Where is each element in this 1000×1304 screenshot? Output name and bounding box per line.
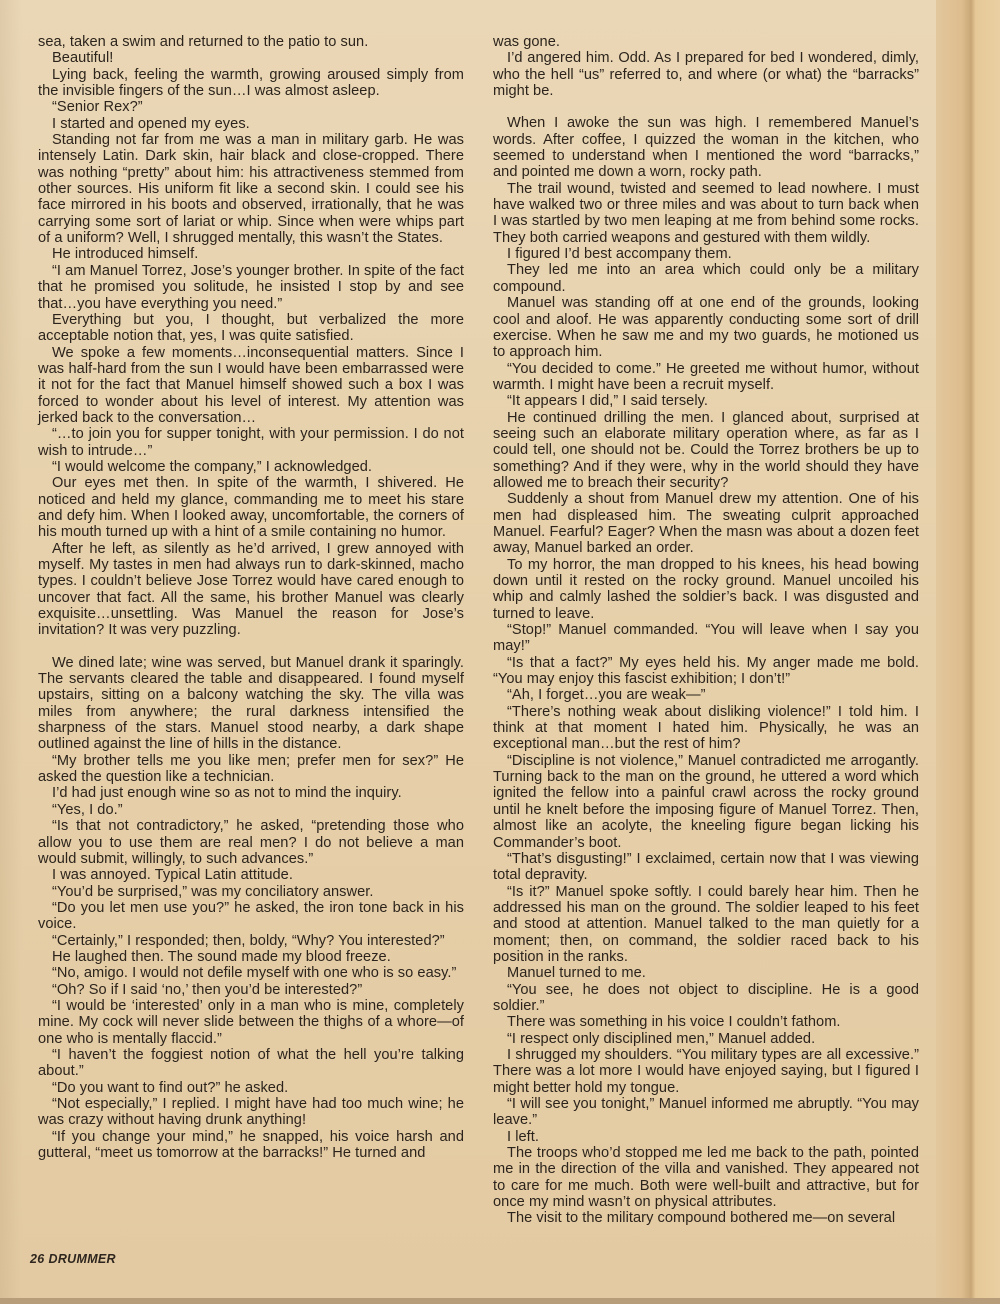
paragraph-section-start: When I awoke the sun was high. I remembered Manuel’s words. After coffee, I quizzed the woman in the kitchen, who seemed to understand when I mentioned the word “barracks,” and pointed me down a worn, rocky path. bbox=[493, 115, 919, 181]
paragraph: “Certainly,” I responded; then, boldy, “Why? You interested?” bbox=[52, 932, 445, 949]
paragraph: “You’d be surprised,” was my conciliatory answer. bbox=[52, 883, 374, 900]
paragraph: I left. bbox=[507, 1128, 539, 1145]
paragraph: He laughed then. The sound made my blood freeze. bbox=[52, 948, 391, 965]
paragraph: “Do you want to find out?” he asked. bbox=[52, 1079, 289, 1096]
paragraph: “Do you let men use you?” he asked, the iron tone back in his voice. bbox=[38, 899, 464, 933]
page-binding-edge bbox=[936, 0, 1000, 1304]
paragraph: “I will see you tonight,” Manuel informed me abruptly. “You may leave.” bbox=[493, 1096, 919, 1129]
paragraph: He introduced himself. bbox=[52, 246, 199, 263]
paragraph: was gone. bbox=[493, 34, 560, 50]
paragraph: Standing not far from me was a man in military garb. He was intensely Latin. Dark skin, hair black and close-cropped. There was nothing “pretty” about him: his attractiveness stemmed from other sources. His uniform fit like a second skin. I could see his face mirrored in his boots and observed, irrationally, that he was carrying some sort of lariat or whip. Since when were whips part of a uniform? Well, I shrugged mentally, this wasn’t the States. bbox=[38, 132, 464, 247]
paragraph: “Not especially,” I replied. I might have had too much wine; he was crazy without having drunk anything! bbox=[38, 1096, 464, 1129]
paragraph: “It appears I did,” I said tersely. bbox=[507, 393, 709, 410]
paragraph: “Is that a fact?” My eyes held his. My anger made me bold. “You may enjoy this fascist exhibition; I don’t!” bbox=[493, 654, 919, 688]
right-text-column bbox=[493, 34, 919, 1227]
left-text-column bbox=[38, 34, 464, 1161]
paragraph: We spoke a few moments…inconsequential matters. Since I was half-hard from the sun I would have been embarrassed were it not for the fact that Manuel himself showed such a box I was forced to wonder about his level of interest. My attention was jerked back to the conversation… bbox=[38, 344, 464, 426]
paragraph: “Ah, I forget…you are weak—” bbox=[507, 687, 706, 704]
paragraph: Lying back, feeling the warmth, growing aroused simply from the invisible fingers of the sun…I was almost asleep. bbox=[38, 66, 464, 100]
paragraph: “Senior Rex?” bbox=[52, 99, 143, 116]
paragraph: “Yes, I do.” bbox=[52, 801, 123, 818]
paragraph: “I respect only disciplined men,” Manuel added. bbox=[507, 1030, 816, 1047]
paragraph: Manuel turned to me. bbox=[507, 965, 646, 982]
paragraph: “If you change your mind,” he snapped, his voice harsh and gutteral, “meet us tomorrow at the barracks!” He turned and bbox=[38, 1128, 464, 1162]
paragraph: sea, taken a swim and returned to the patio to sun. bbox=[38, 34, 369, 50]
paragraph: “Stop!” Manuel commanded. “You will leave when I say you may!” bbox=[493, 622, 919, 655]
paragraph: I started and opened my eyes. bbox=[52, 115, 250, 132]
page-number: 26 bbox=[30, 1252, 45, 1266]
paragraph: I shrugged my shoulders. “You military types are all excessive.” There was a lot more I would have enjoyed saying, but I figured I might better hold my tongue. bbox=[493, 1046, 919, 1096]
paragraph: “I haven’t the foggiest notion of what the hell you’re talking about.” bbox=[38, 1046, 464, 1080]
paragraph: “There’s nothing weak about disliking violence!” I told him. I think at that moment I hated him. Physically, he was an exceptional man…but the rest of him? bbox=[493, 703, 919, 753]
paragraph: “I would be ‘interested’ only in a man who is mine, completely mine. My cock will never slide between the thighs of a whore—of one who is mentally flaccid.” bbox=[38, 997, 464, 1047]
magazine-name: DRUMMER bbox=[48, 1252, 116, 1266]
paragraph: “I would welcome the company,” I acknowledged. bbox=[52, 458, 373, 475]
paragraph: Suddenly a shout from Manuel drew my attention. One of his men had displeased him. The sweating culprit approached Manuel. Fearful? Eager? When the masn was about a dozen feet away, Manuel barked an order. bbox=[493, 491, 919, 557]
paragraph: “My brother tells me you like men; prefer men for sex?” He asked the question like a technician. bbox=[38, 752, 464, 786]
paragraph: “Discipline is not violence,” Manuel contradicted me arrogantly. Turning back to the man on the ground, he uttered a word which ignited the fellow into a painful crawl across the rocky ground until he knelt before the imposing figure of Manuel Torrez. Then, almost like an acolyte, the kneeling figure began licking his Commander’s boot. bbox=[493, 752, 919, 851]
page-footer bbox=[30, 1252, 116, 1266]
paragraph-italic-thought: Everything but you, I thought, but verbalized the more acceptable notion that, yes, I was quite satisfied. bbox=[38, 311, 464, 345]
paragraph: Manuel was standing off at one end of the grounds, looking cool and aloof. He was apparently conducting some sort of drill exercise. When he saw me and my two guards, he motioned us to approach him. bbox=[493, 295, 919, 361]
paragraph: “…to join you for supper tonight, with your permission. I do not wish to intrude…” bbox=[38, 426, 464, 459]
paragraph: “You decided to come.” He greeted me without humor, without warmth. I might have been a recruit myself. bbox=[493, 360, 919, 393]
paragraph: “No, amigo. I would not defile myself with one who is so easy.” bbox=[52, 965, 457, 982]
paragraph: “That’s disgusting!” I exclaimed, certain now that I was viewing total depravity. bbox=[493, 850, 919, 884]
paragraph: There was something in his voice I couldn’t fathom. bbox=[507, 1014, 841, 1031]
paragraph: I’d had just enough wine so as not to mind the inquiry. bbox=[52, 785, 402, 802]
paragraph: The trail wound, twisted and seemed to lead nowhere. I must have walked two or three miles and was about to turn back when I was startled by two men leaping at me from behind some rocks. They both carried weapons and gestured with them wildly. bbox=[493, 180, 919, 246]
paragraph: “You see, he does not object to discipline. He is a good soldier.” bbox=[493, 981, 919, 1014]
paragraph: The visit to the military compound bothered me—on several bbox=[507, 1210, 896, 1227]
paragraph: He continued drilling the men. I glanced about, surprised at seeing such an elaborate military operation where, as far as I could tell, one should not be. Could the Torrez brothers be up to something? And if they were, why in the world should they have allowed me to breach their security? bbox=[493, 409, 919, 491]
paragraph: I figured I’d best accompany them. bbox=[507, 246, 732, 263]
paragraph: Our eyes met then. In spite of the warmth, I shivered. He noticed and held my glance, commanding me to meet his stare and defy him. When I looked away, uncomfortable, the corners of his mouth turned up with a hint of a smile containing no humor. bbox=[38, 475, 464, 541]
paragraph: “Oh? So if I said ‘no,’ then you’d be interested?” bbox=[52, 981, 363, 998]
paragraph: They led me into an area which could only be a military compound. bbox=[493, 262, 919, 295]
paragraph: To my horror, the man dropped to his knees, his head bowing down until it rested on the rocky ground. Manuel uncoiled his whip and calmly lashed the soldier’s back. I was disgusted and turned to leave. bbox=[493, 556, 919, 622]
paragraph: The troops who’d stopped me led me back to the path, pointed me in the direction of the villa and vanished. They appeared not to care for me much. Both were well-built and attractive, but for once my mind wasn’t on physical attributes. bbox=[493, 1145, 919, 1211]
paragraph: “Is it?” Manuel spoke softly. I could barely hear him. Then he addressed his man on the ground. The soldier leaped to his feet and stood at attention. Manuel talked to the man quietly for a moment; then, on command, the soldier raced back to his position in the ranks. bbox=[493, 883, 919, 965]
paragraph-section-start: We dined late; wine was served, but Manuel drank it sparingly. The servants cleared the table and disappeared. I found myself upstairs, sitting on a balcony watching the sky. The villa was miles from anywhere; the rural darkness intensified the sharpness of the stars. Manuel stood nearby, a dark shape outlined against the line of hills in the distance. bbox=[38, 654, 464, 753]
paragraph: After he left, as silently as he’d arrived, I grew annoyed with myself. My tastes in men had always run to dark-skinned, macho types. I couldn’t believe Jose Torrez would have cared enough to uncover that fact. All the same, his brother Manuel was clearly exquisite…unsettling. Was Manuel the reason for Jose’s invitation? It was very puzzling. bbox=[38, 540, 464, 639]
paragraph: I was annoyed. Typical Latin attitude. bbox=[52, 867, 293, 884]
page-bottom-edge bbox=[0, 1298, 1000, 1304]
paragraph: “I am Manuel Torrez, Jose’s younger brother. In spite of the fact that he promised you solitude, he insisted I stop by and see that…you have everything you need.” bbox=[38, 262, 464, 312]
paragraph: Beautiful! bbox=[52, 50, 114, 67]
paragraph: I’d angered him. Odd. As I prepared for bed I wondered, dimly, who the hell “us” referred to, and where (or what) the “barracks” might be. bbox=[493, 50, 919, 100]
paragraph: “Is that not contradictory,” he asked, “pretending those who allow you to use them are real men? I do not believe a man would submit, willingly, to such advances.” bbox=[38, 818, 464, 867]
